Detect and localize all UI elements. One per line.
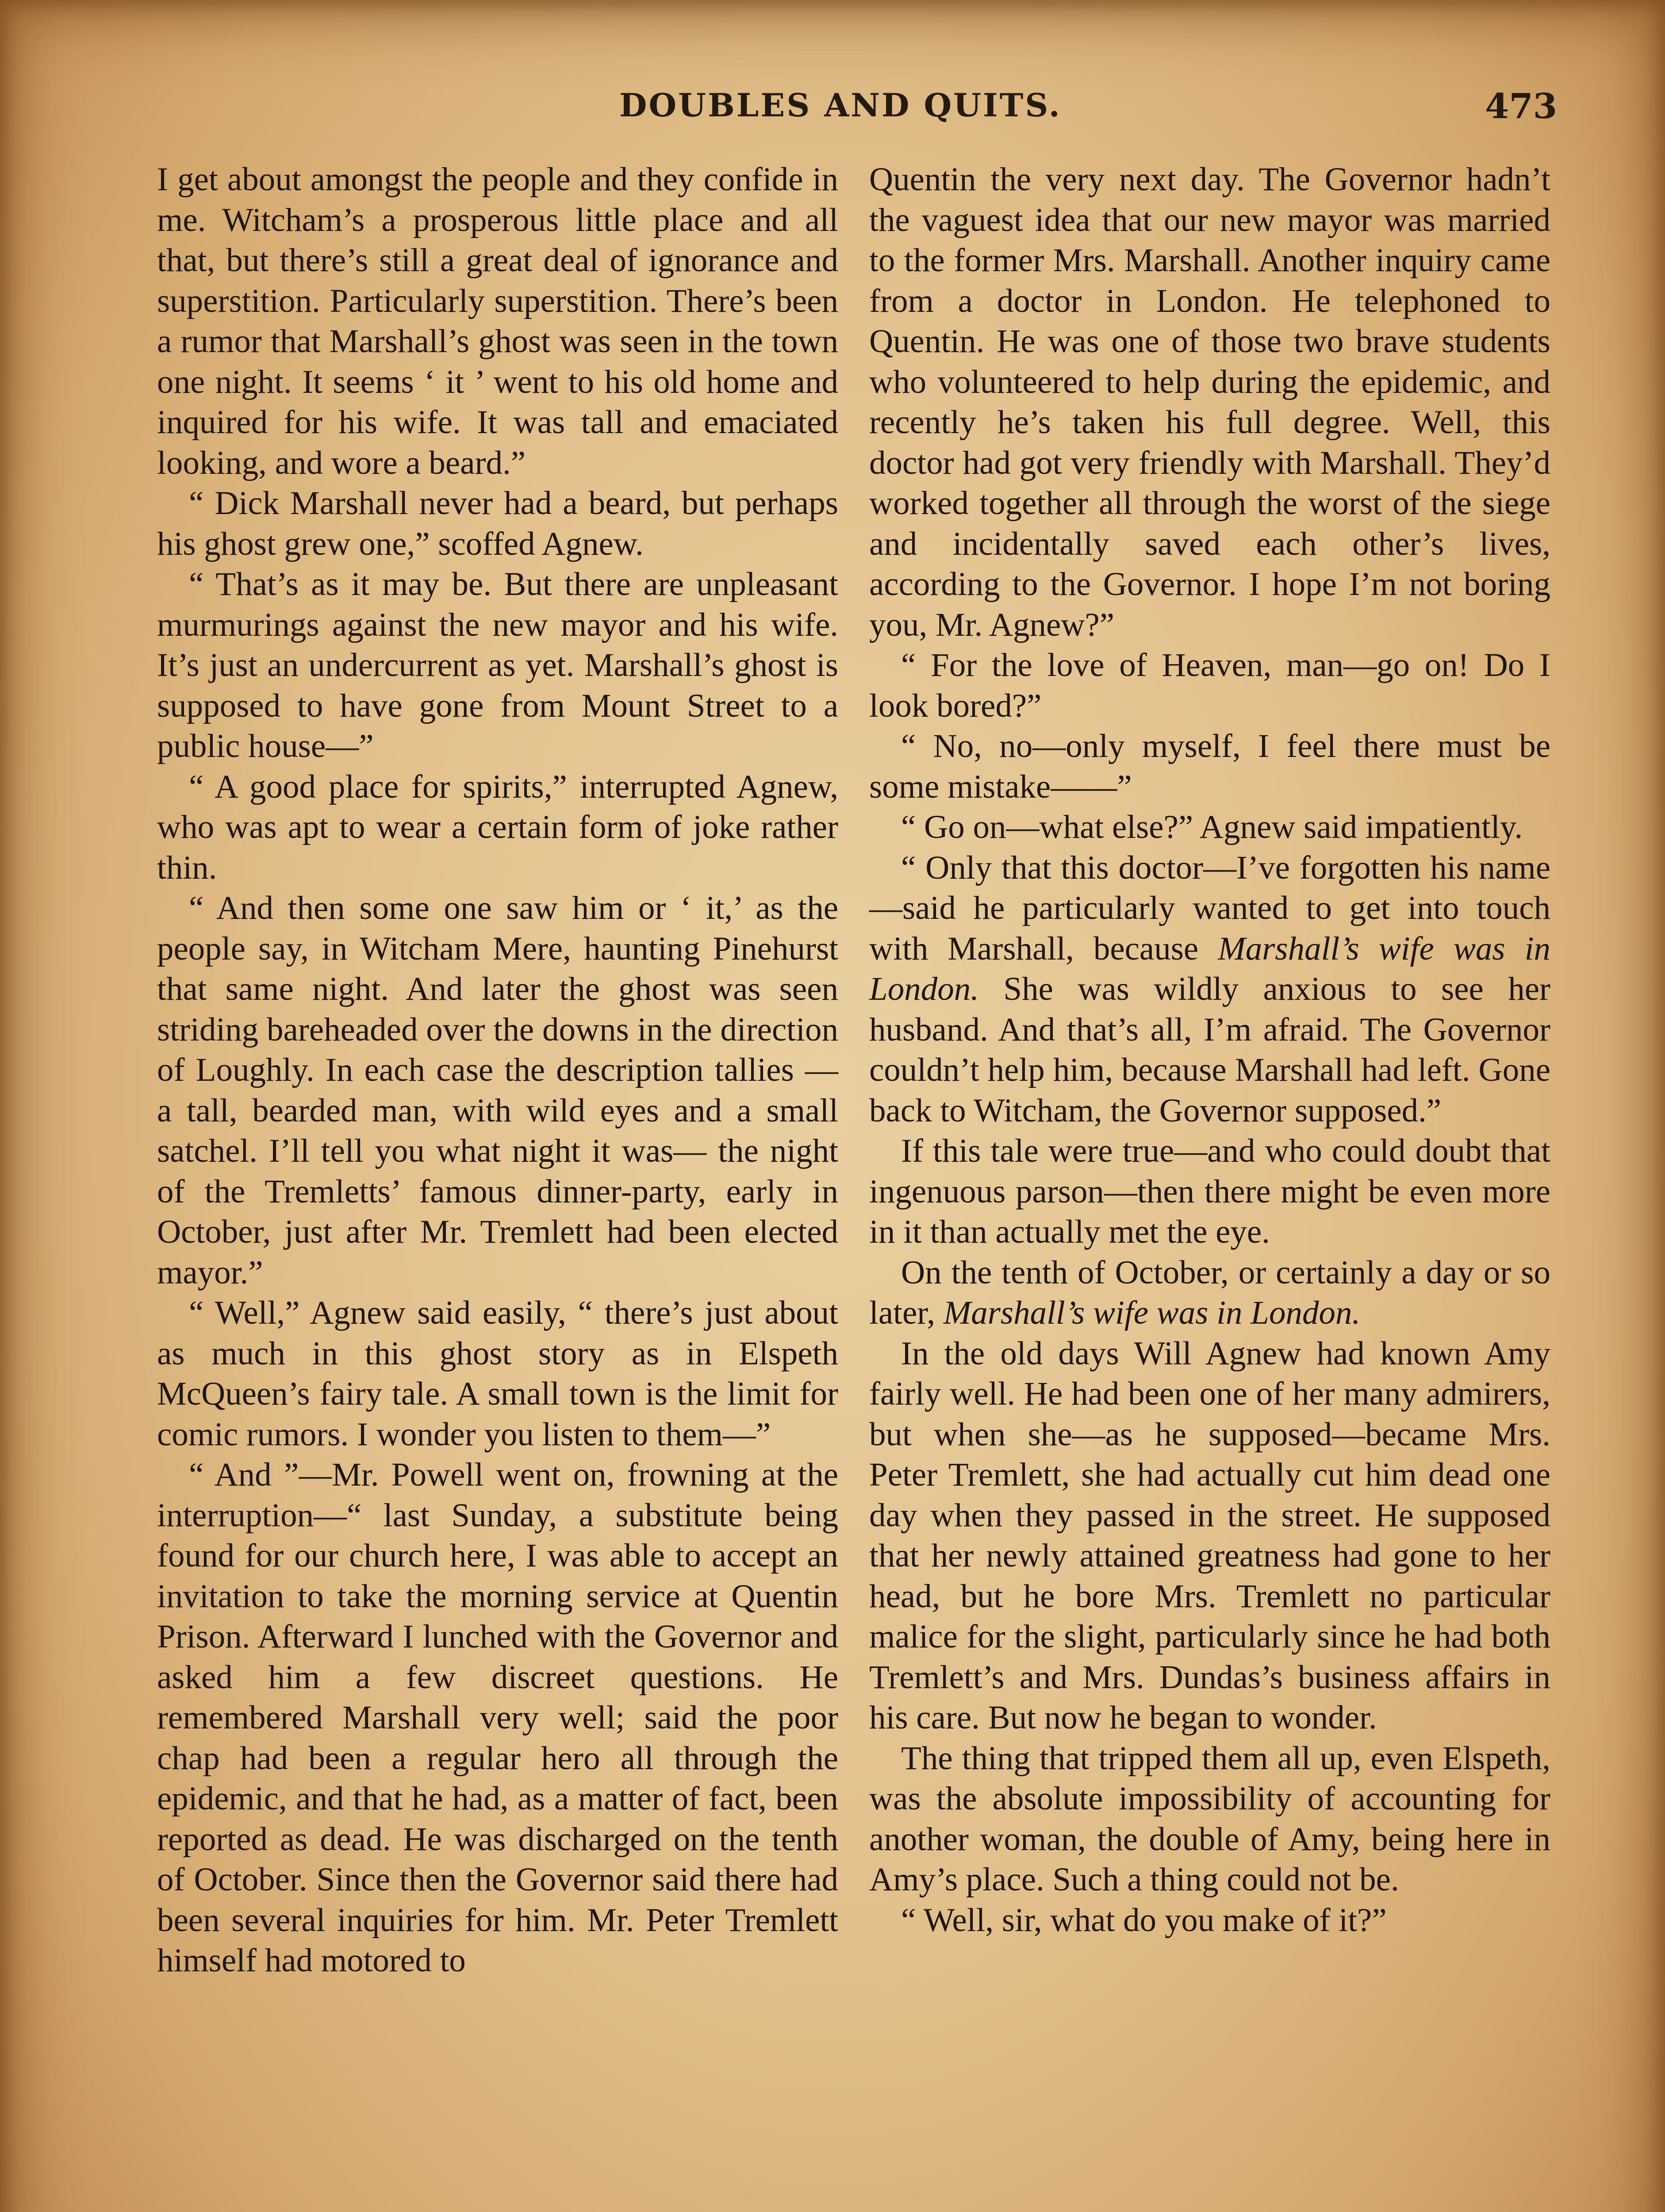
- paragraph: Quentin the very next day. The Governor hadn’t the vaguest idea that our new mayor was married to the former Mrs. Marshall. Another inquiry came from a doctor in London. He telephoned to Quentin. He was one of those two brave students who volunteered to help during the epidemic, and recently he’s taken his full degree. Well, this doctor had got very friendly with Marshall. They’d worked together all through the worst of the siege and incidentally saved each other’s lives, according to the Governor. I hope I’m not boring you, Mr. Agnew?”: [869, 161, 1550, 643]
- paragraph: “ And then some one saw him or ‘ it,’ as the people say, in Witcham Mere, haunting Pinehurst that same night. And later the ghost was seen striding bareheaded over the downs in the direction of Loughly. In each case the description tallies — a tall, bearded man, with wild eyes and a small satchel. I’ll tell you what night it was— the night of the Tremletts’ famous dinner-party, early in October, just after Mr. Tremlett had been elected mayor.”: [157, 890, 838, 1291]
- paragraph: I get about amongst the people and they confide in me. Witcham’s a prosperous little place and all that, but there’s still a great deal of ignorance and superstition. Particularly superstition. There’s been a rumor that Marshall’s ghost was seen in the town one night. It seems ‘ it ’ went to his old home and inquired for his wife. It was tall and emaciated looking, and wore a beard.”: [157, 161, 838, 481]
- paragraph: “ No, no—only myself, I feel there must be some mistake——”: [869, 728, 1550, 805]
- paragraph: “ Go on—what else?” Agnew said impatiently.: [901, 809, 1523, 845]
- paragraph: “ For the love of Heaven, man—go on! Do I look bored?”: [869, 647, 1550, 724]
- paragraph: “ Well,” Agnew said easily, “ there’s just about as much in this ghost story as in Elspeth McQueen’s fairy tale. A small town is the limit for comic rumors. I wonder you listen to them—”: [157, 1294, 838, 1453]
- paragraph: “ A good place for spirits,” interrupted Agnew, who was apt to wear a certain form of joke rather thin.: [157, 768, 838, 886]
- paragraph: “ Well, sir, what do you make of it?”: [901, 1901, 1387, 1939]
- left-column: [157, 159, 838, 1981]
- text-run: “ Only that this doctor—I’ve forgotten his name—said he particularly wanted to get into touch with Marshall, because: [869, 849, 1550, 967]
- paragraph: In the old days Will Agnew had known Amy fairly well. He had been one of her many admirers, but when she—as he supposed—became Mrs. Peter Tremlett, she had actually cut him dead one day when they passed in the street. He supposed that her newly attained greatness had gone to her head, but he bore Mrs. Tremlett no particular malice for the slight, particularly since he had both Tremlett’s and Mrs. Dundas’s business affairs in his care. But now he began to wonder.: [869, 1335, 1550, 1736]
- italic-text: Marshall’s wife was in London.: [943, 1294, 1361, 1331]
- paragraph: “ And ”—Mr. Powell went on, frowning at the interruption—“ last Sunday, a substitute being found for our church here, I was able to accept an invitation to take the morning service at Quentin Prison. Afterward I lunched with the Governor and asked him a few discreet questions. He remembered Marshall very well; said the poor chap had been a regular hero all through the epidemic, and that he had, as a matter of fact, been reported as dead. He was discharged on the tenth of October. Since then the Governor said there had been several inquiries for him. Mr. Peter Tremlett himself had motored to: [157, 1456, 838, 1979]
- paragraph: [869, 1252, 1550, 1333]
- paragraph: The thing that tripped them all up, even Elspeth, was the absolute impossibility of accounting for another woman, the double of Amy, being here in Amy’s place. Such a thing could not be.: [869, 1740, 1550, 1898]
- text-run: On the tenth of October, or certainly a day or so later,: [869, 1254, 1550, 1331]
- page-header: [159, 86, 1557, 139]
- page-number: 473: [1485, 86, 1557, 127]
- right-column: [869, 159, 1550, 1940]
- text-run: She was wildly anxious to see her husband. And that’s all, I’m afraid. The Governor couldn’t help him, because Marshall had left. Gone back to Witcham, the Governor supposed.”: [869, 971, 1550, 1129]
- paragraph: “ That’s as it may be. But there are unpleasant murmurings against the new mayor and his wife. It’s just an undercurrent as yet. Marshall’s ghost is supposed to have gone from Mount Street to a public house—”: [157, 566, 838, 764]
- italic-text: Marshall’s wife was in London.: [869, 930, 1550, 1007]
- running-title: DOUBLES AND QUITS.: [619, 86, 1062, 124]
- paragraph: “ Dick Marshall never had a beard, but perhaps his ghost grew one,” scoffed Agnew.: [157, 485, 838, 562]
- paragraph: If this tale were true—and who could doubt that ingenuous parson—then there might be even more in it than actually met the eye.: [869, 1133, 1550, 1250]
- paragraph: [869, 848, 1550, 1131]
